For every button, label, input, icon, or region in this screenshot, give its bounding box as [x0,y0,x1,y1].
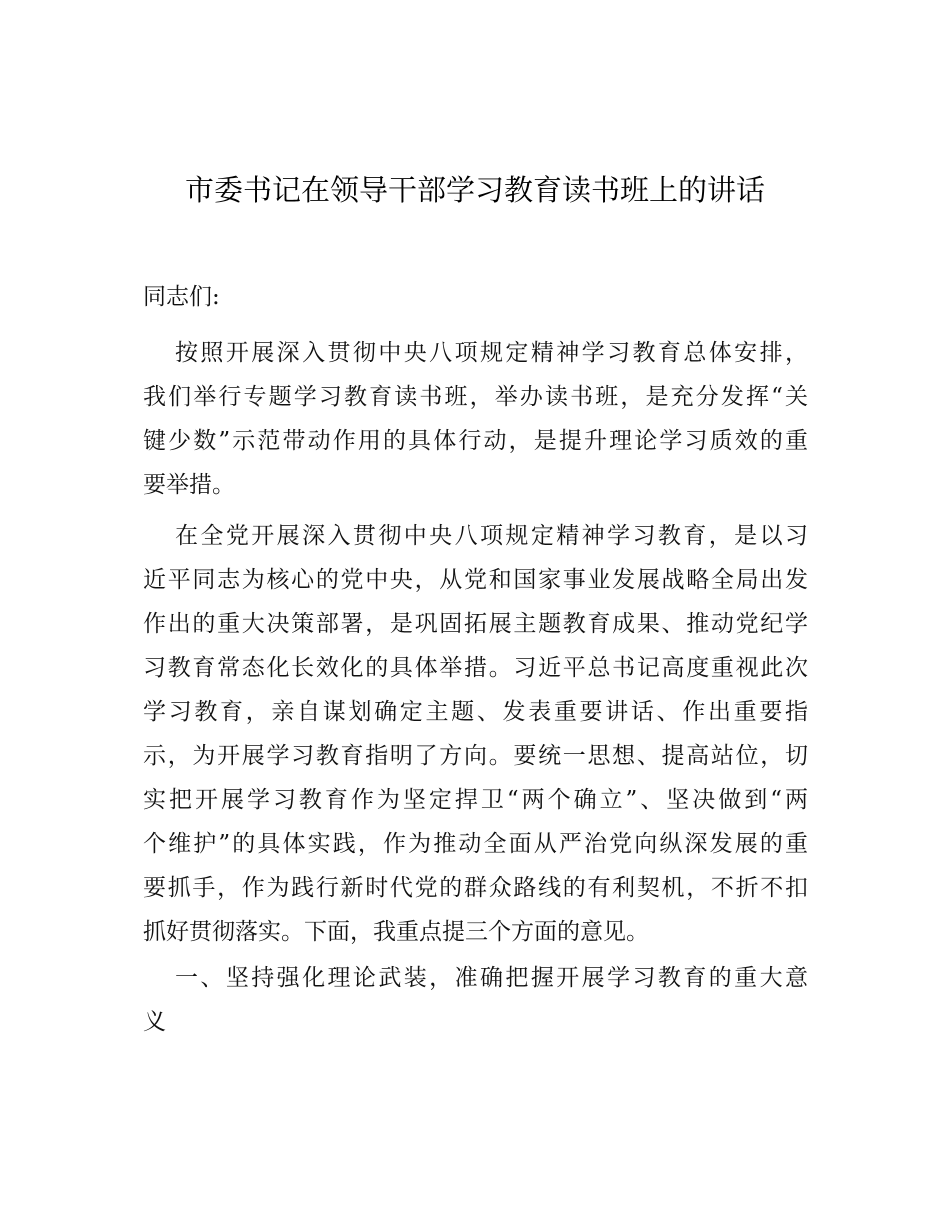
text-line: 一、坚持强化理论武装，准确把握开展学习教育的重大意 [175,965,808,991]
paragraph-1 [143,331,808,507]
text-line: 个维护”的具体实践，作为推动全面从严治党向纵深发展的重 [143,831,808,857]
section-heading-1 [143,956,808,1044]
paragraph-2 [143,514,808,954]
text-line: 义 [143,1009,166,1035]
text-line: 实把开展学习教育作为坚定捍卫“两个确立”、坚决做到“两 [143,787,808,813]
text-line: 我们举行专题学习教育读书班，举办读书班，是充分发挥“关 [143,384,808,410]
text-line: 作出的重大决策部署，是巩固拓展主题教育成果、推动党纪学 [143,611,808,637]
text-line: 习教育常态化长效化的具体举措。习近平总书记高度重视此次 [143,655,808,681]
text-line: 近平同志为核心的党中央，从党和国家事业发展战略全局出发 [143,567,808,593]
document-title: 市委书记在领导干部学习教育读书班上的讲话 [184,173,765,207]
text-line: 键少数”示范带动作用的具体行动，是提升理论学习质效的重 [143,428,808,454]
text-line: 抓好贯彻落实。下面，我重点提三个方面的意见。 [143,919,649,945]
text-line: 示，为开展学习教育指明了方向。要统一思想、提高站位，切 [143,743,808,769]
text-line: 要举措。 [143,472,235,498]
text-line: 按照开展深入贯彻中央八项规定精神学习教育总体安排， [175,340,808,366]
text-line: 要抓手，作为践行新时代党的群众路线的有利契机，不折不扣 [143,875,808,901]
salutation [143,275,808,319]
text-line: 在全党开展深入贯彻中央八项规定精神学习教育，是以习 [175,523,808,549]
salutation-text: 同志们: [143,284,220,310]
text-line: 学习教育，亲自谋划确定主题、发表重要讲话、作出重要指 [143,699,808,725]
